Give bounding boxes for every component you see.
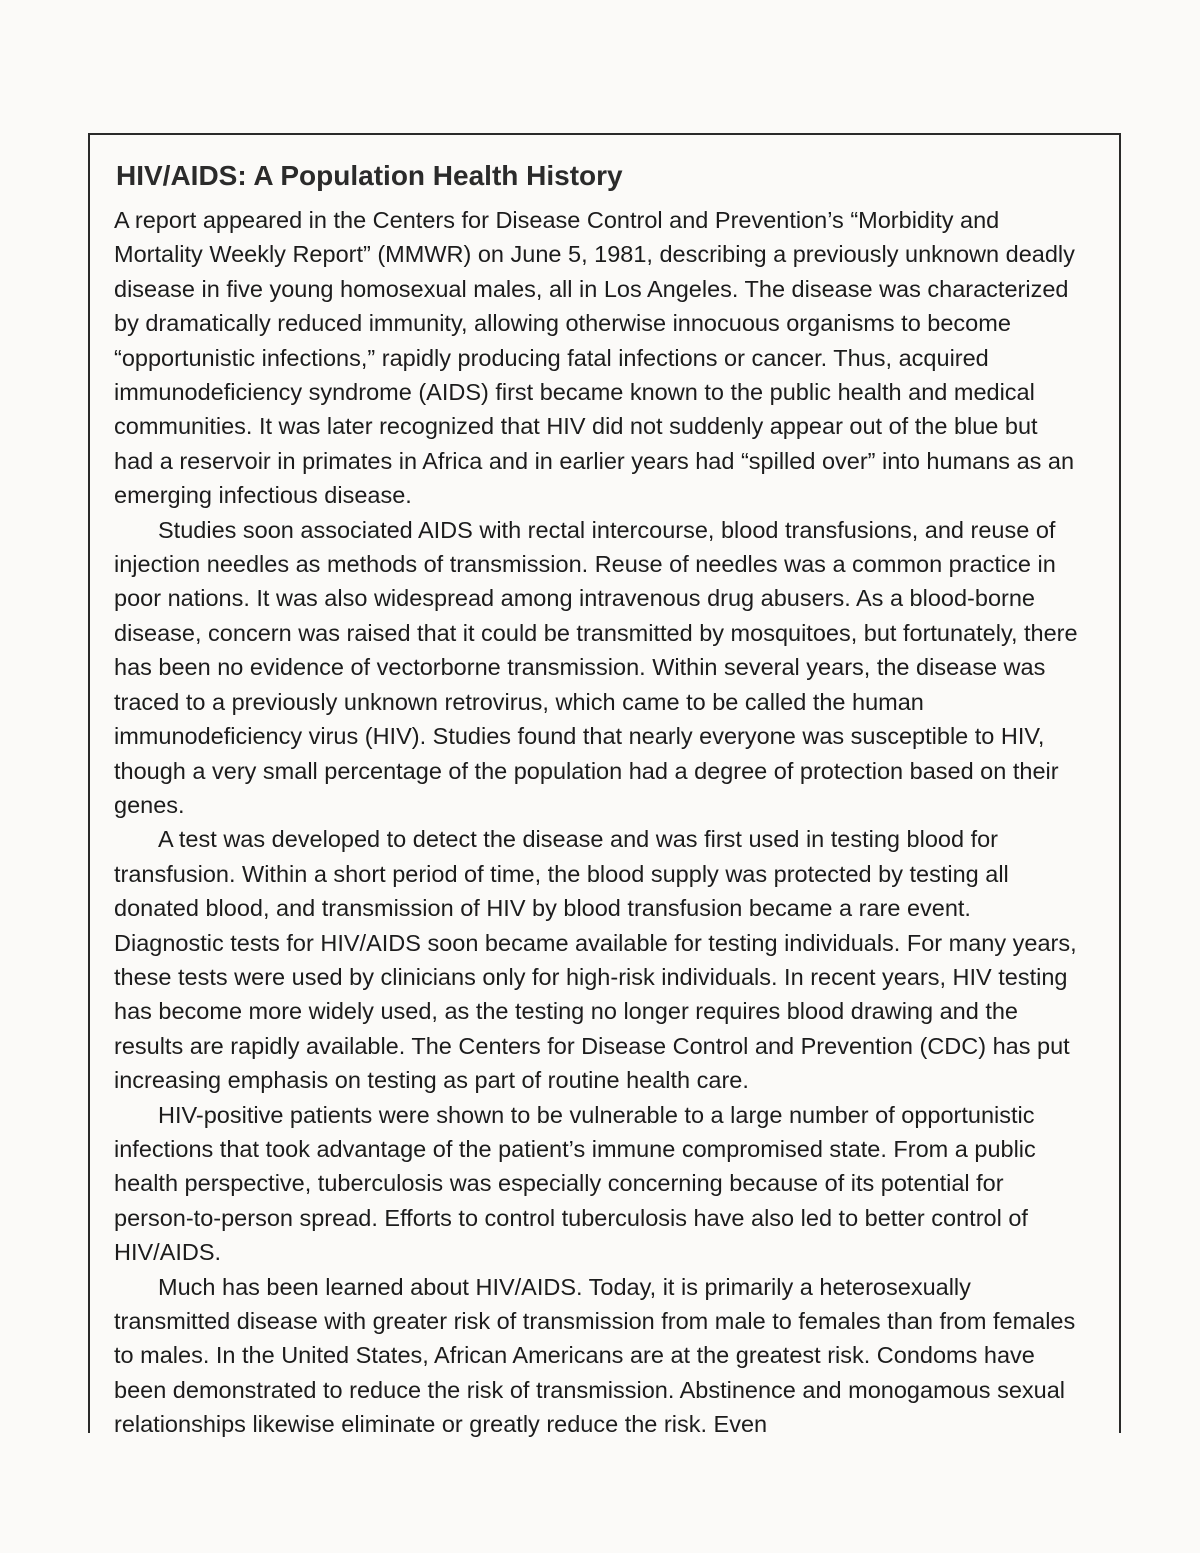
paragraph-1: A report appeared in the Centers for Disease Control and Prevention’s “Morbidity and Mortality Weekly Report” (MMWR) on June 5, 1981, describing a previously unknown deadly disease in five young homosexual males, all in Los Angeles. The disease was characterized by dramatically reduced immunity, allowing otherwise innocuous organisms to become “opportunistic infections,” rapidly producing fatal infections or cancer. Thus, acquired immunodeficiency syndrome (AIDS) first became known to the public health and medical communities. It was later recognized that HIV did not suddenly appear out of the blue but had a reservoir in primates in Africa and in earlier years had “spilled over” into humans as an emerging infectious disease. xyxy=(114,207,1075,509)
paragraph-2: Studies soon associated AIDS with rectal intercourse, blood transfusions, and reuse of injection needles as methods of transmission. Reuse of needles was a common practice in poor nations. It was also widespread among intravenous drug abusers. As a blood-borne disease, concern was raised that it could be transmitted by mosquitoes, but fortunately, there has been no evidence of vectorborne transmission. Within several years, the disease was traced to a previously unknown retrovirus, which came to be called the human immunodeficiency virus (HIV). Studies found that nearly everyone was susceptible to HIV, though a very small percentage of the population had a degree of protection based on their genes. xyxy=(114,516,1078,818)
sidebar-title: HIV/AIDS: A Population Health History xyxy=(116,160,623,191)
paragraph-5: Much has been learned about HIV/AIDS. Today, it is primarily a heterosexually transmitted disease with greater risk of transmission from male to females than from females to males. In the United States, African Americans are at the greatest risk. Condoms have been demonstrated to reduce the risk of transmission. Abstinence and monogamous sexual relationships likewise eliminate or greatly reduce the risk. Even xyxy=(114,1273,1076,1438)
sidebar-box xyxy=(88,133,1121,1438)
paragraph-4: HIV-positive patients were shown to be vulnerable to a large number of opportunistic infections that took advantage of the patient’s immune compromised state. From a public health perspective, tuberculosis was especially concerning because of its potential for person-to-person spread. Efforts to control tuberculosis have also led to better control of HIV/AIDS. xyxy=(114,1101,1036,1266)
paragraph-3: A test was developed to detect the disease and was first used in testing blood for transfusion. Within a short period of time, the blood supply was protected by testing all donated blood, and transmission of HIV by blood transfusion became a rare event. Diagnostic tests for HIV/AIDS soon became available for testing individuals. For many years, these tests were used by clinicians only for high-risk individuals. In recent years, HIV testing has become more widely used, as the testing no longer requires blood drawing and the results are rapidly available. The Centers for Disease Control and Prevention (CDC) has put increasing emphasis on testing as part of routine health care. xyxy=(114,826,1077,1094)
